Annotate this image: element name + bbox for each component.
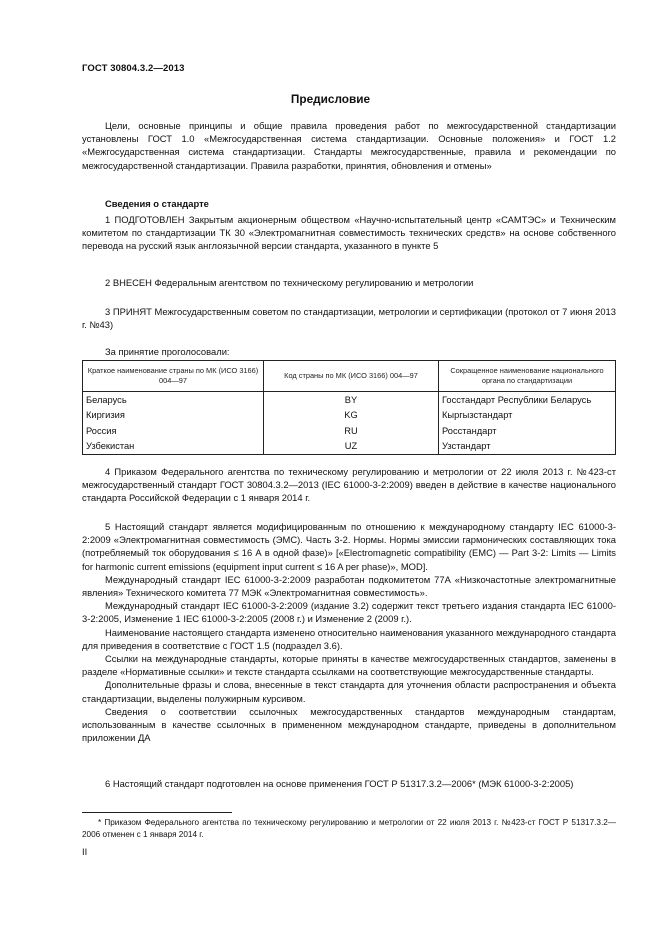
table-row xyxy=(83,439,616,455)
item-1 xyxy=(82,213,616,253)
item-6 xyxy=(82,777,616,790)
intro-paragraph xyxy=(82,119,616,172)
standard-info-heading: Сведения о стандарте xyxy=(105,198,209,209)
page-title: Предисловие xyxy=(290,92,371,106)
table-cell-body: Узстандарт xyxy=(439,439,616,455)
footnote-text: * Приказом Федерального агентства по техническому регулированию и метрологии от 22 июля 2013 г. №423-ст ГОСТ Р 51317.3.2—2006 отменен с 1 января 2014 г. xyxy=(82,818,616,839)
item-5-paragraph: Ссылки на международные стандарты, которые приняты в качестве межгосударственных стандартов, заменены в разделе «Нормативные ссылки» и тексте стандарта ссылками на соответствующие межгосударственные стандарты. xyxy=(82,653,616,678)
item-5-paragraph: Сведения о соответствии ссылочных межгосударственных стандартов международным стандартам, использованным в качестве ссылочных в примененном международном стандарте, приведены в дополнительном приложении ДА xyxy=(82,705,616,744)
item-2 xyxy=(82,276,616,289)
table-cell-country: Беларусь xyxy=(83,392,264,408)
table-header-code: Код страны по МК (ИСО 3166) 004—97 xyxy=(264,361,439,392)
table-row xyxy=(83,408,616,424)
item-5 xyxy=(82,520,616,744)
item-1-text: 1 ПОДГОТОВЛЕН Закрытым акционерным обществом «Научно-испытательный центр «САМТЭС» и Техническим комитетом по стандартизации ТК 30 «Электромагнитная совместимость технических средств» на основе собственного перевода на русский язык англоязычной версии стандарта, указанного в пункте 5 xyxy=(82,214,616,252)
table-cell-code: BY xyxy=(264,392,439,408)
table-cell-country: Россия xyxy=(83,423,264,439)
item-5-paragraph: Наименование настоящего стандарта изменено относительно наименования указанного международного стандарта для приведения в соответствие с ГОСТ 1.5 (подраздел 3.6). xyxy=(82,626,616,651)
voted-label xyxy=(82,345,616,358)
voting-table xyxy=(82,360,616,455)
table-header-row xyxy=(83,361,616,392)
document-code-header: ГОСТ 30804.3.2—2013 xyxy=(82,63,185,74)
item-3 xyxy=(82,305,616,331)
footnote-separator xyxy=(82,812,232,813)
page-number: II xyxy=(82,846,88,857)
table-header-body: Сокращенное наименование национального органа по стандартизации xyxy=(439,361,616,392)
table-cell-code: UZ xyxy=(264,439,439,455)
table-cell-country: Узбекистан xyxy=(83,439,264,455)
table-cell-code: RU xyxy=(264,423,439,439)
item-2-text: 2 ВНЕСЕН Федеральным агентством по техническому регулированию и метрологии xyxy=(105,277,474,288)
item-5-paragraph: 5 Настоящий стандарт является модифицированным по отношению к международному стандарту IEC 61000-3-2:2009 «Электромагнитная совместимость (ЭМС). Часть 3-2. Нормы. Нормы эмиссии гармонических составляющих тока (потребляемый ток оборудования ≤ 16 А в одной фазе)» [«Electromagnetic compatibility (EMC) — Part 3-2: Limits — Limits for harmonic current emissions (equipment input current ≤ 16 A per phase)», MOD]. xyxy=(82,521,616,572)
table-cell-code: KG xyxy=(264,408,439,424)
table-row xyxy=(83,392,616,408)
intro-text: Цели, основные принципы и общие правила проведения работ по межгосударственной стандартизации установлены ГОСТ 1.0 «Межгосударственная система стандартизации. Основные положения» и ГОСТ 1.2 «Межгосударственная система стандартизации. Стандарты межгосударственные, правила и рекомендации по межгосударственной стандартизации. Правила разработки, принятия, обновления и отмены» xyxy=(82,120,616,171)
item-4-text: 4 Приказом Федерального агентства по техническому регулированию и метрологии от 22 июля 2013 г. №423-ст межгосударственный стандарт ГОСТ 30804.3.2—2013 (IEC 61000-3-2:2009) введен в действие в качестве национального стандарта Российской Федерации с 1 января 2014 г. xyxy=(82,466,616,504)
table-row xyxy=(83,423,616,439)
footnote xyxy=(82,817,616,840)
item-5-paragraph: Международный стандарт IEC 61000-3-2:2009 разработан подкомитетом 77А «Низкочастотные электромагнитные явления» Технического комитета 77 МЭК «Электромагнитная совместимость». xyxy=(82,573,616,599)
table-header-country: Краткое наименование страны по МК (ИСО 3166) 004—97 xyxy=(83,361,264,392)
item-3-text: 3 ПРИНЯТ Межгосударственным советом по стандартизации, метрологии и сертификации (протокол от 7 июня 2013 г. №43) xyxy=(82,306,616,331)
table-cell-body: Госстандарт Республики Беларусь xyxy=(439,392,616,408)
item-4 xyxy=(82,465,616,505)
table-cell-body: Кыргызстандарт xyxy=(439,408,616,424)
voted-label-text: За принятие проголосовали: xyxy=(105,346,230,357)
item-5-paragraph: Международный стандарт IEC 61000-3-2:2009 (издание 3.2) содержит текст третьего издания стандарта IEC 61000-3-2:2005, Изменение 1 IEC 61000-3-2:2005 (2008 г.) и Изменение 2 (2009 г.). xyxy=(82,600,616,625)
item-6-text: 6 Настоящий стандарт подготовлен на основе применения ГОСТ Р 51317.3.2—2006* (МЭК 61000-3-2:2005) xyxy=(105,778,574,789)
item-5-paragraph: Дополнительные фразы и слова, внесенные в текст стандарта для уточнения области распространения и объекта стандартизации, выделены полужирным курсивом. xyxy=(82,679,616,704)
table-cell-body: Росстандарт xyxy=(439,423,616,439)
table-cell-country: Киргизия xyxy=(83,408,264,424)
